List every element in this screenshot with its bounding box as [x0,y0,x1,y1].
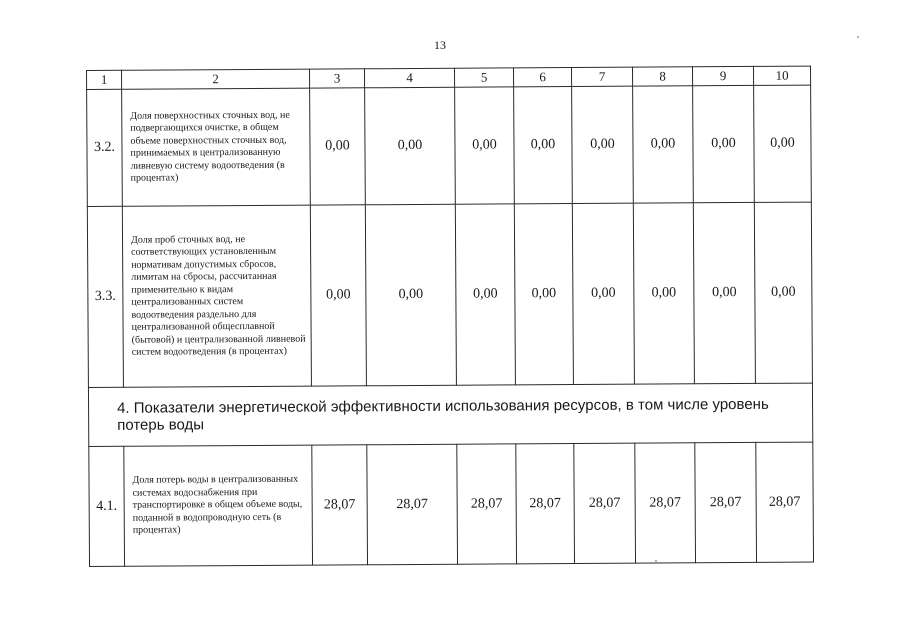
row-value: 28,07 [695,442,757,562]
row-value: 0,00 [514,87,573,204]
page-number: 13 [434,38,446,52]
column-header: 6 [513,68,571,87]
row-value: 0,00 [514,204,573,385]
row-number: 4.1. [89,446,125,566]
row-value: 0,00 [310,205,366,386]
row-value: 0,00 [455,87,515,204]
column-header: 3 [309,69,364,88]
column-header: 5 [454,68,513,87]
row-value: 0,00 [365,204,456,386]
row-value: 28,07 [756,442,814,562]
column-header: 2 [122,69,310,89]
row-value: 0,00 [754,202,812,383]
row-value: 28,07 [312,445,368,565]
row-value: 0,00 [572,203,634,384]
row-value: 0,00 [310,88,366,205]
indicators-table [86,66,814,567]
row-description: Доля поверхностных сточных вод, не подвергающихся очистке, в общем объеме поверхностных сточных вод, принимаемых в централизованную ливневую систему водоотведения (в процентах) [122,88,311,206]
column-header: 4 [364,68,454,88]
row-value: 28,07 [516,444,575,564]
row-value: 0,00 [633,86,694,203]
row-value: 28,07 [367,444,458,565]
row-value: 0,00 [693,202,755,383]
row-value: 28,07 [574,443,636,563]
row-value: 28,07 [457,444,517,564]
row-number: 3.3. [87,206,123,387]
row-description: Доля потерь воды в централизованных системах водоснабжения при транспортировке в общем объеме воды, поданной в водопроводную сеть (в процентах) [124,445,313,566]
row-description: Доля проб сточных вод, не соответствующих установленным нормативам допустимых сбросов, лимитам на сбросы, рассчитанная применительно к видам централизованных систем водоотведения раздельно для централизованной общесплавной (бытовой) и централизованной ливневой систем водоотведения (в процентах) [122,205,311,387]
row-value: 0,00 [365,87,456,205]
table-row [87,85,812,206]
row-value: 0,00 [754,85,812,202]
column-header: 7 [571,67,632,86]
section-row [88,383,812,446]
scan-speck [857,36,859,38]
section-heading: 4. Показатели энергетической эффективности использования ресурсов, в том числе уровень потерь воды [88,383,812,446]
row-value: 28,07 [635,443,696,563]
row-value: 0,00 [455,204,515,385]
scan-speck [655,560,657,562]
column-header: 9 [692,66,753,85]
table-row [87,202,812,387]
column-header: 1 [87,70,122,89]
row-number: 3.2. [87,89,123,206]
row-value: 0,00 [572,86,634,203]
table-row [89,442,814,566]
row-value: 0,00 [633,203,694,384]
row-value: 0,00 [693,85,755,202]
column-header: 10 [753,66,810,85]
column-header: 8 [632,67,692,86]
